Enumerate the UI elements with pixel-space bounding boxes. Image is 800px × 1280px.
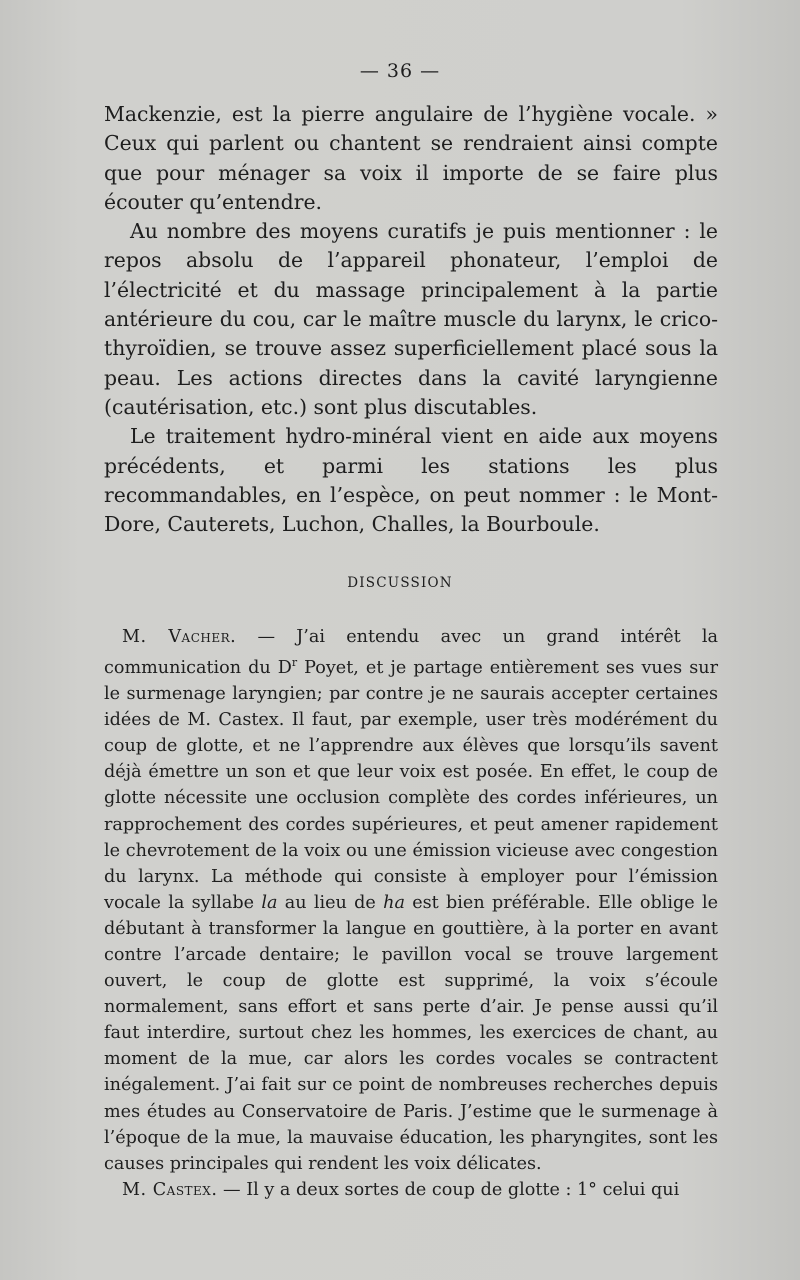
paragraph-curative-means: Au nombre des moyens curatifs je puis mentionner : le repos absolu de l’appareil phonateur, l’emploi de l’électricité et du massage principalement à la partie antérieure du cou, car le maître muscle du larynx, le crico-thyroïdien, se trouve assez superficiellement placé sous la peau. Les actions directes dans la cavité laryngienne (cautérisation, etc.) sont plus discutables. (104, 219, 718, 419)
discussion-heading: DISCUSSION (347, 575, 453, 591)
remark-text: au lieu de (277, 892, 384, 913)
italic-term: ha (383, 892, 405, 913)
main-text (104, 100, 718, 539)
remark-text: est bien préférable. Elle oblige le débutant à transformer la langue en gouttière, à la porter en avant contre l’arcade dentaire; le pavillon vocal se trouve largement ouvert, le coup de glotte est supprimé, la voix s’écoule normalement, sans effort et sans perte d’air. Je pense aussi qu’il faut interdire, surtout chez les hommes, les exercices de chant, au moment de la mue, car alors les cordes vocales se contractent inégalement. J’ai fait sur ce point de nombreuses recherches depuis mes études au Conservatoire de Paris. J’estime que le surmenage à l’époque de la mue, la mauvaise éducation, les pharyngites, sont les causes principales qui rendent les voix délicates. (104, 892, 718, 1174)
italic-term: la (261, 892, 278, 913)
remark-text: — Il y a deux sortes de coup de glotte : 1° celui qui (217, 1179, 680, 1200)
page-number: — 36 — (359, 60, 441, 82)
remark-text: Poyet, et je partage entièrement ses vues sur le surmenage laryngien; par contre je ne saurais accepter certaines idées de M. Castex. Il faut, par exemple, user très modérément du coup de glotte, et ne l’apprendre aux élèves que lorsqu’ils savent déjà émettre un son et que leur voix est posée. En effet, le coup de glotte nécessite une occlusion complète des cordes inférieures, un rapprochement des cordes supérieures, et peut amener rapidement le chevrotement de la voix ou une émission vicieuse avec congestion du larynx. La méthode qui consiste à employer pour l’émission vocale la syllabe (104, 657, 718, 913)
discussion-text (104, 624, 718, 1203)
speaker-name: M. Castex. (122, 1179, 218, 1200)
superscript: r (291, 656, 298, 670)
discussion-castex (104, 1177, 718, 1203)
discussion-vacher (104, 624, 718, 1177)
paragraph-hygiene: Mackenzie, est la pierre angulaire de l’hygiène vocale. » Ceux qui parlent ou chantent se rendraient ainsi compte que pour ménager sa voix il importe de se faire plus écouter qu’entendre. (104, 102, 718, 214)
remark-text: — J’ai entendu avec un grand intérêt la communication du D (104, 627, 718, 678)
paragraph-hydro-mineral: Le traitement hydro-minéral vient en aide aux moyens précédents, et parmi les stations les plus recommandables, en l’espèce, on peut nommer : le Mont-Dore, Cauterets, Luchon, Challes, la Bourboule. (104, 424, 718, 537)
speaker-name: M. Vacher. (122, 627, 237, 647)
